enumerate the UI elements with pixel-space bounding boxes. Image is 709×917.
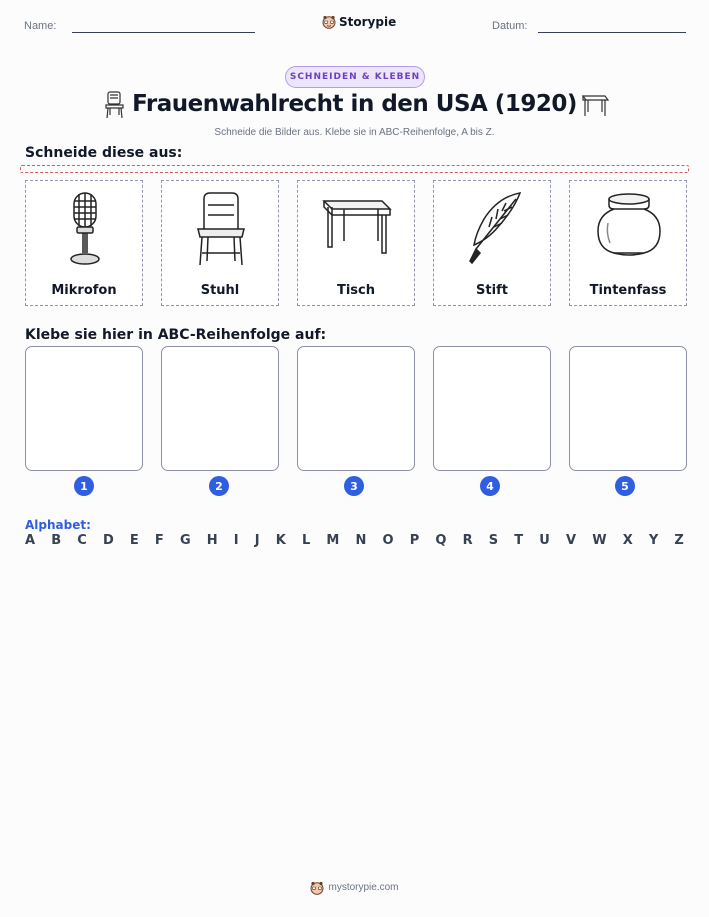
page-title: Frauenwahlrecht in den USA (1920) xyxy=(132,91,577,117)
slot-number-badge: 4 xyxy=(480,476,500,496)
alphabet-letter: B xyxy=(51,533,62,548)
alphabet-row xyxy=(25,533,684,548)
paste-slot-1[interactable] xyxy=(25,346,143,471)
table-icon xyxy=(322,189,392,269)
alphabet-letter: F xyxy=(154,533,164,548)
storypie-mascot-icon xyxy=(322,14,336,29)
cut-card-tisch[interactable] xyxy=(297,180,415,306)
alphabet-letter: R xyxy=(462,533,473,548)
cut-card-mikrofon[interactable] xyxy=(25,180,143,306)
quill-icon xyxy=(458,189,528,269)
slot-number-badge: 2 xyxy=(209,476,229,496)
paste-slot-5[interactable] xyxy=(569,346,687,471)
cut-card-tintenfass[interactable] xyxy=(569,180,687,306)
slot-number-badge: 3 xyxy=(344,476,364,496)
alphabet-letter: I xyxy=(233,533,239,548)
alphabet-letter: S xyxy=(488,533,499,548)
alphabet-letter: M xyxy=(326,533,340,548)
alphabet-letter: X xyxy=(622,533,633,548)
footer xyxy=(0,880,709,895)
cut-card-stuhl[interactable] xyxy=(161,180,279,306)
activity-badge: SCHNEIDEN & KLEBEN xyxy=(285,66,425,88)
slot-number-badge: 5 xyxy=(615,476,635,496)
alphabet-letter: D xyxy=(102,533,114,548)
chair-icon xyxy=(186,189,256,269)
alphabet-letter: W xyxy=(592,533,607,548)
table-icon xyxy=(580,92,610,118)
alphabet-letter: Q xyxy=(435,533,447,548)
alphabet-letter: K xyxy=(275,533,286,548)
date-line[interactable] xyxy=(538,32,686,33)
alphabet-letter: H xyxy=(206,533,218,548)
paste-slot-2[interactable] xyxy=(161,346,279,471)
alphabet-letter: N xyxy=(355,533,367,548)
card-label: Stuhl xyxy=(200,283,240,298)
alphabet-letter: J xyxy=(254,533,260,548)
alphabet-letter: L xyxy=(301,533,311,548)
alphabet-letter: O xyxy=(382,533,394,548)
alphabet-letter: P xyxy=(409,533,420,548)
instructions: Schneide die Bilder aus. Klebe sie in ABC-Reihenfolge, A bis Z. xyxy=(214,127,495,138)
alphabet-letter: V xyxy=(566,533,577,548)
alphabet-letter: Y xyxy=(648,533,659,548)
brand-logo xyxy=(322,14,396,29)
paste-slot-4[interactable] xyxy=(433,346,551,471)
cut-section-heading: Schneide diese aus: xyxy=(25,145,183,161)
inkwell-icon xyxy=(594,189,664,269)
alphabet-letter: U xyxy=(539,533,550,548)
card-label: Stift xyxy=(476,283,508,298)
name-line[interactable] xyxy=(72,32,255,33)
paste-slot-3[interactable] xyxy=(297,346,415,471)
slot-number-badge: 1 xyxy=(74,476,94,496)
alphabet-letter: T xyxy=(514,533,524,548)
alphabet-title: Alphabet: xyxy=(25,518,91,532)
alphabet-letter: A xyxy=(25,533,36,548)
microphone-icon xyxy=(50,189,120,269)
alphabet-letter: Z xyxy=(674,533,684,548)
brand-name: Storypie xyxy=(339,14,397,29)
name-label: Name: xyxy=(24,20,57,32)
paste-section-heading: Klebe sie hier in ABC-Reihenfolge auf: xyxy=(25,327,327,343)
alphabet-letter: C xyxy=(77,533,87,548)
card-label: Tintenfass xyxy=(589,283,667,298)
card-label: Tisch xyxy=(336,283,376,298)
card-label: Mikrofon xyxy=(51,283,117,298)
cut-card-stift[interactable] xyxy=(433,180,551,306)
date-label: Datum: xyxy=(492,20,528,32)
alphabet-letter: E xyxy=(129,533,139,548)
alphabet-letter: G xyxy=(179,533,191,548)
footer-site[interactable]: mystorypie.com xyxy=(328,882,399,893)
storypie-mascot-icon xyxy=(310,880,324,895)
cut-line xyxy=(20,165,689,173)
